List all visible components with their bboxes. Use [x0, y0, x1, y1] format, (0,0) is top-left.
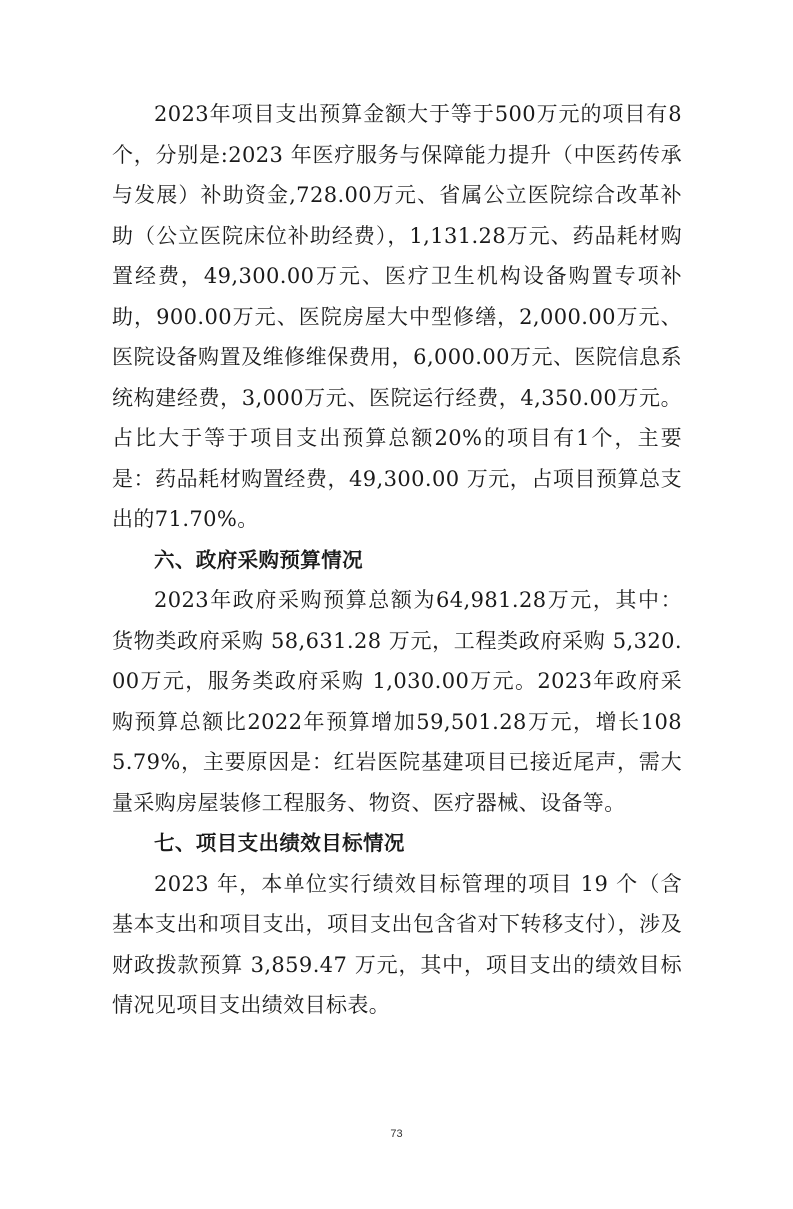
paragraph-performance-targets: 2023 年，本单位实行绩效目标管理的项目 19 个（含基本支出和项目支出，项目支出包含省对下转移支付），涉及财政拨款预算 3,859.47 万元，其中，项目支出的绩效目标情况见项目支出绩效目标表。 [112, 871, 682, 1017]
section-heading-government-procurement: 六、政府采购预算情况 [154, 547, 363, 572]
paragraph-project-budget: 2023年项目支出预算金额大于等于500万元的项目有8个，分别是:2023 年医疗服务与保障能力提升（中医药传承与发展）补助资金,728.00万元、省属公立医院综合改革补助（公立医院床位补助经费），1,131.28万元、药品耗材购置经费，49,300.00万元、医疗卫生机构设备购置专项补助，900.00万元、医院房屋大中型修缮，2,000.00万元、医院设备购置及维修维保费用，6,000.00万元、医院信息系统构建经费，3,000万元、医院运行经费，4,350.00万元。占比大于等于项目支出预算总额20%的项目有1个，主要是：药品耗材购置经费，49,300.00 万元，占项目预算总支出的71.70%。 [112, 102, 682, 531]
paragraph-government-procurement: 2023年政府采购预算总额为64,981.28万元，其中：货物类政府采购 58,631.28 万元，工程类政府采购 5,320.00万元，服务类政府采购 1,030.00万元。2023年政府采购预算总额比2022年预算增加59,501.28万元，增长1085.79%，主要原因是：红岩医院基建项目已接近尾声，需大量采购房屋装修工程服务、物资、医疗器械、设备等。 [112, 588, 682, 815]
page-number: 73 [390, 1128, 403, 1140]
document-body [112, 94, 682, 1026]
section-heading-performance-targets: 七、项目支出绩效目标情况 [154, 831, 405, 855]
